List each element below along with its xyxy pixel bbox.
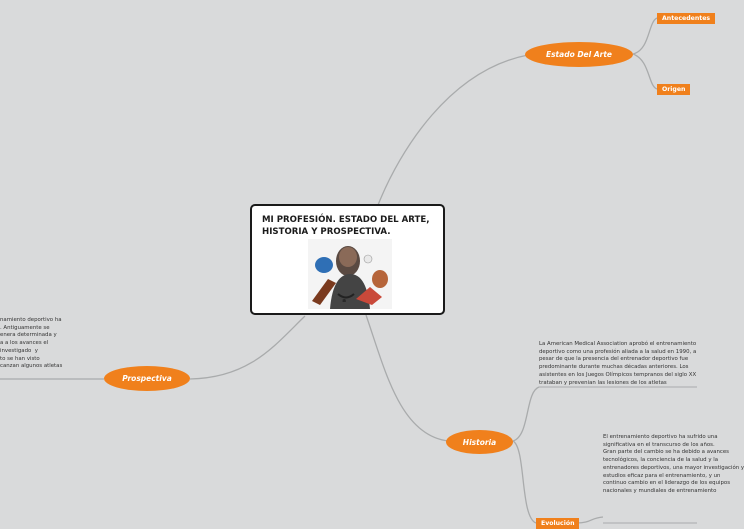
link-historia	[366, 315, 448, 441]
evolucion-text: El entrenamiento deportivo ha sufrido una significativa en el transcurso de los años. Gran parte del cambio se ha debido a avances tecnológicos, la conciencia de la salud y la entrenadores deportivos, una mayor investigación y estudios eficaz para el entrenamiento, y un continuo cambio en el liderazgo de los equipos nacionales y mundiales de entrenamiento	[603, 434, 744, 494]
node-antecedentes[interactable]: Antecedentes	[657, 13, 715, 24]
node-estado-del-arte[interactable]: Estado Del Arte	[525, 42, 633, 67]
sports-collage-image	[308, 239, 392, 309]
svg-text:ᵃ: ᵃ	[342, 298, 347, 308]
link-estado	[378, 55, 528, 205]
link-evolucion	[513, 441, 536, 523]
link-origen	[633, 54, 657, 89]
prospectiva-text: namiento deportivo ha . Antiguamente se enera determinada y a a los avances el investigado y to se han visto canzan algunos atletas	[0, 317, 63, 370]
node-evolucion[interactable]: Evolución	[536, 518, 579, 529]
node-historia[interactable]: Historia	[446, 430, 513, 454]
link-antecedentes	[633, 18, 657, 54]
link-evolucion-note	[576, 517, 603, 523]
central-title: MI PROFESIÓN. ESTADO DEL ARTE, HISTORIA Y PROSPECTIVA.	[262, 215, 430, 237]
node-prospectiva[interactable]: Prospectiva	[104, 366, 190, 391]
historia-text: La American Medical Association aprobó el entrenamiento deportivo como una profesión aliada a la salud en 1990, a pesar de que la presencia del entrenador deportivo fue predominante durante muchas décadas anteriores. Los asistentes en los Juegos Olímpicos tempranos del siglo XX trataban y prevenian las lesiones de los atletas	[539, 341, 697, 386]
link-prospectiva	[190, 316, 305, 379]
central-topic[interactable]	[250, 204, 445, 315]
node-origen[interactable]: Origen	[657, 84, 690, 95]
link-historia-note	[513, 387, 539, 441]
